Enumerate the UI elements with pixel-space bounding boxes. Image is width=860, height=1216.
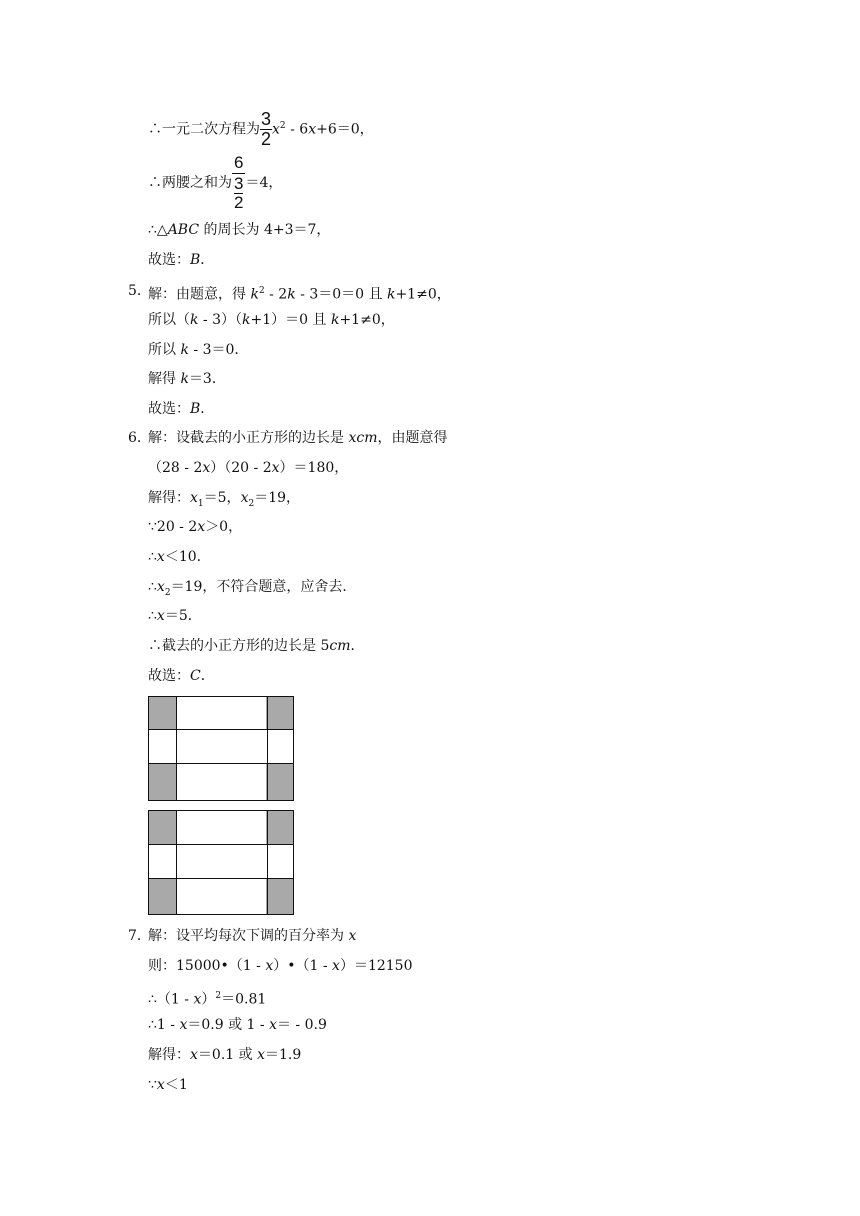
q7-line-3: ∴（1 - x）$^2$＝0.81 bbox=[148, 991, 267, 1008]
q4-perimeter-line: ∴△ABC 的周长为 4+3＝7， bbox=[148, 222, 331, 238]
q6-line-4: ∵20 - 2x＞0， bbox=[148, 519, 243, 535]
q4-answer-line: 故选：B． bbox=[148, 252, 215, 268]
corner-square bbox=[149, 878, 177, 914]
q7-line-5: 解得：x＝0.1 或 x＝1.9 bbox=[148, 1047, 302, 1063]
divider bbox=[149, 844, 293, 845]
q6-line-1: 解：设截去的小正方形的边长是 xcm，由题意得 bbox=[148, 430, 448, 446]
q7-number: 7． bbox=[128, 928, 151, 944]
q5-answer-line: 故选：B． bbox=[148, 401, 215, 417]
q5-line-3: 所以 k - 3＝0． bbox=[148, 342, 249, 358]
q5-line-2: 所以（k - 3）（k+1）＝0 且 k+1≠0， bbox=[148, 312, 395, 328]
q7-line-6: ∵x＜1 bbox=[148, 1077, 188, 1093]
divider bbox=[149, 729, 293, 730]
divider bbox=[149, 763, 293, 764]
q6-line-8: ∴截去的小正方形的边长是 5cm． bbox=[148, 638, 365, 654]
q5-number: 5． bbox=[128, 283, 151, 299]
cardboard-figure-1 bbox=[148, 696, 294, 801]
q6-number: 6． bbox=[128, 430, 151, 446]
q6-line-6: $\therefore x_2=19$，不符合题意，应舍去． bbox=[148, 579, 357, 598]
divider bbox=[267, 811, 268, 914]
corner-square bbox=[266, 763, 293, 800]
corner-square bbox=[149, 763, 177, 800]
q7-line-2: 则：15000•（1 - x）•（1 - x）＝12150 bbox=[148, 958, 413, 974]
corner-square bbox=[266, 878, 293, 914]
fraction-three-halves: $\frac{3}{2}$ bbox=[261, 109, 272, 149]
corner-square bbox=[149, 811, 177, 844]
divider bbox=[149, 878, 293, 879]
divider bbox=[267, 697, 268, 800]
q6-line-7: ∴x＝5． bbox=[148, 608, 202, 624]
divider bbox=[176, 811, 177, 914]
q4-sum-of-legs-line: ∴两腰之和为 6 3 2 ＝4， bbox=[148, 153, 283, 212]
q7-line-4: ∴1 - x＝0.9 或 1 - x＝ - 0.9 bbox=[148, 1017, 327, 1033]
corner-square bbox=[266, 697, 293, 729]
q5-line-1: 解：由题意，得 $k^2 - 2k - 3=0=0$ 且 k+1≠0， bbox=[148, 286, 451, 303]
q6-answer-line: 故选：C． bbox=[148, 668, 215, 684]
cardboard-figure-2 bbox=[148, 810, 294, 915]
q5-line-4: 解得 k＝3． bbox=[148, 371, 226, 387]
corner-square bbox=[266, 811, 293, 844]
q6-line-2: （28 - 2x）（20 - 2x）＝180， bbox=[148, 460, 349, 476]
nested-fraction: 6 3 2 bbox=[234, 153, 244, 212]
divider bbox=[176, 697, 177, 800]
q6-line-3: 解得：$x_1=5$，$x_2=19$， bbox=[148, 490, 301, 509]
q6-line-5: ∴x＜10． bbox=[148, 549, 211, 565]
q7-line-1: 解：设平均每次下调的百分率为 x bbox=[148, 928, 357, 944]
q4-equation-line: ∴一元二次方程为 $\frac{3}{2}$ $x^2 - 6x+6=0$， bbox=[148, 109, 374, 149]
corner-square bbox=[149, 697, 177, 729]
